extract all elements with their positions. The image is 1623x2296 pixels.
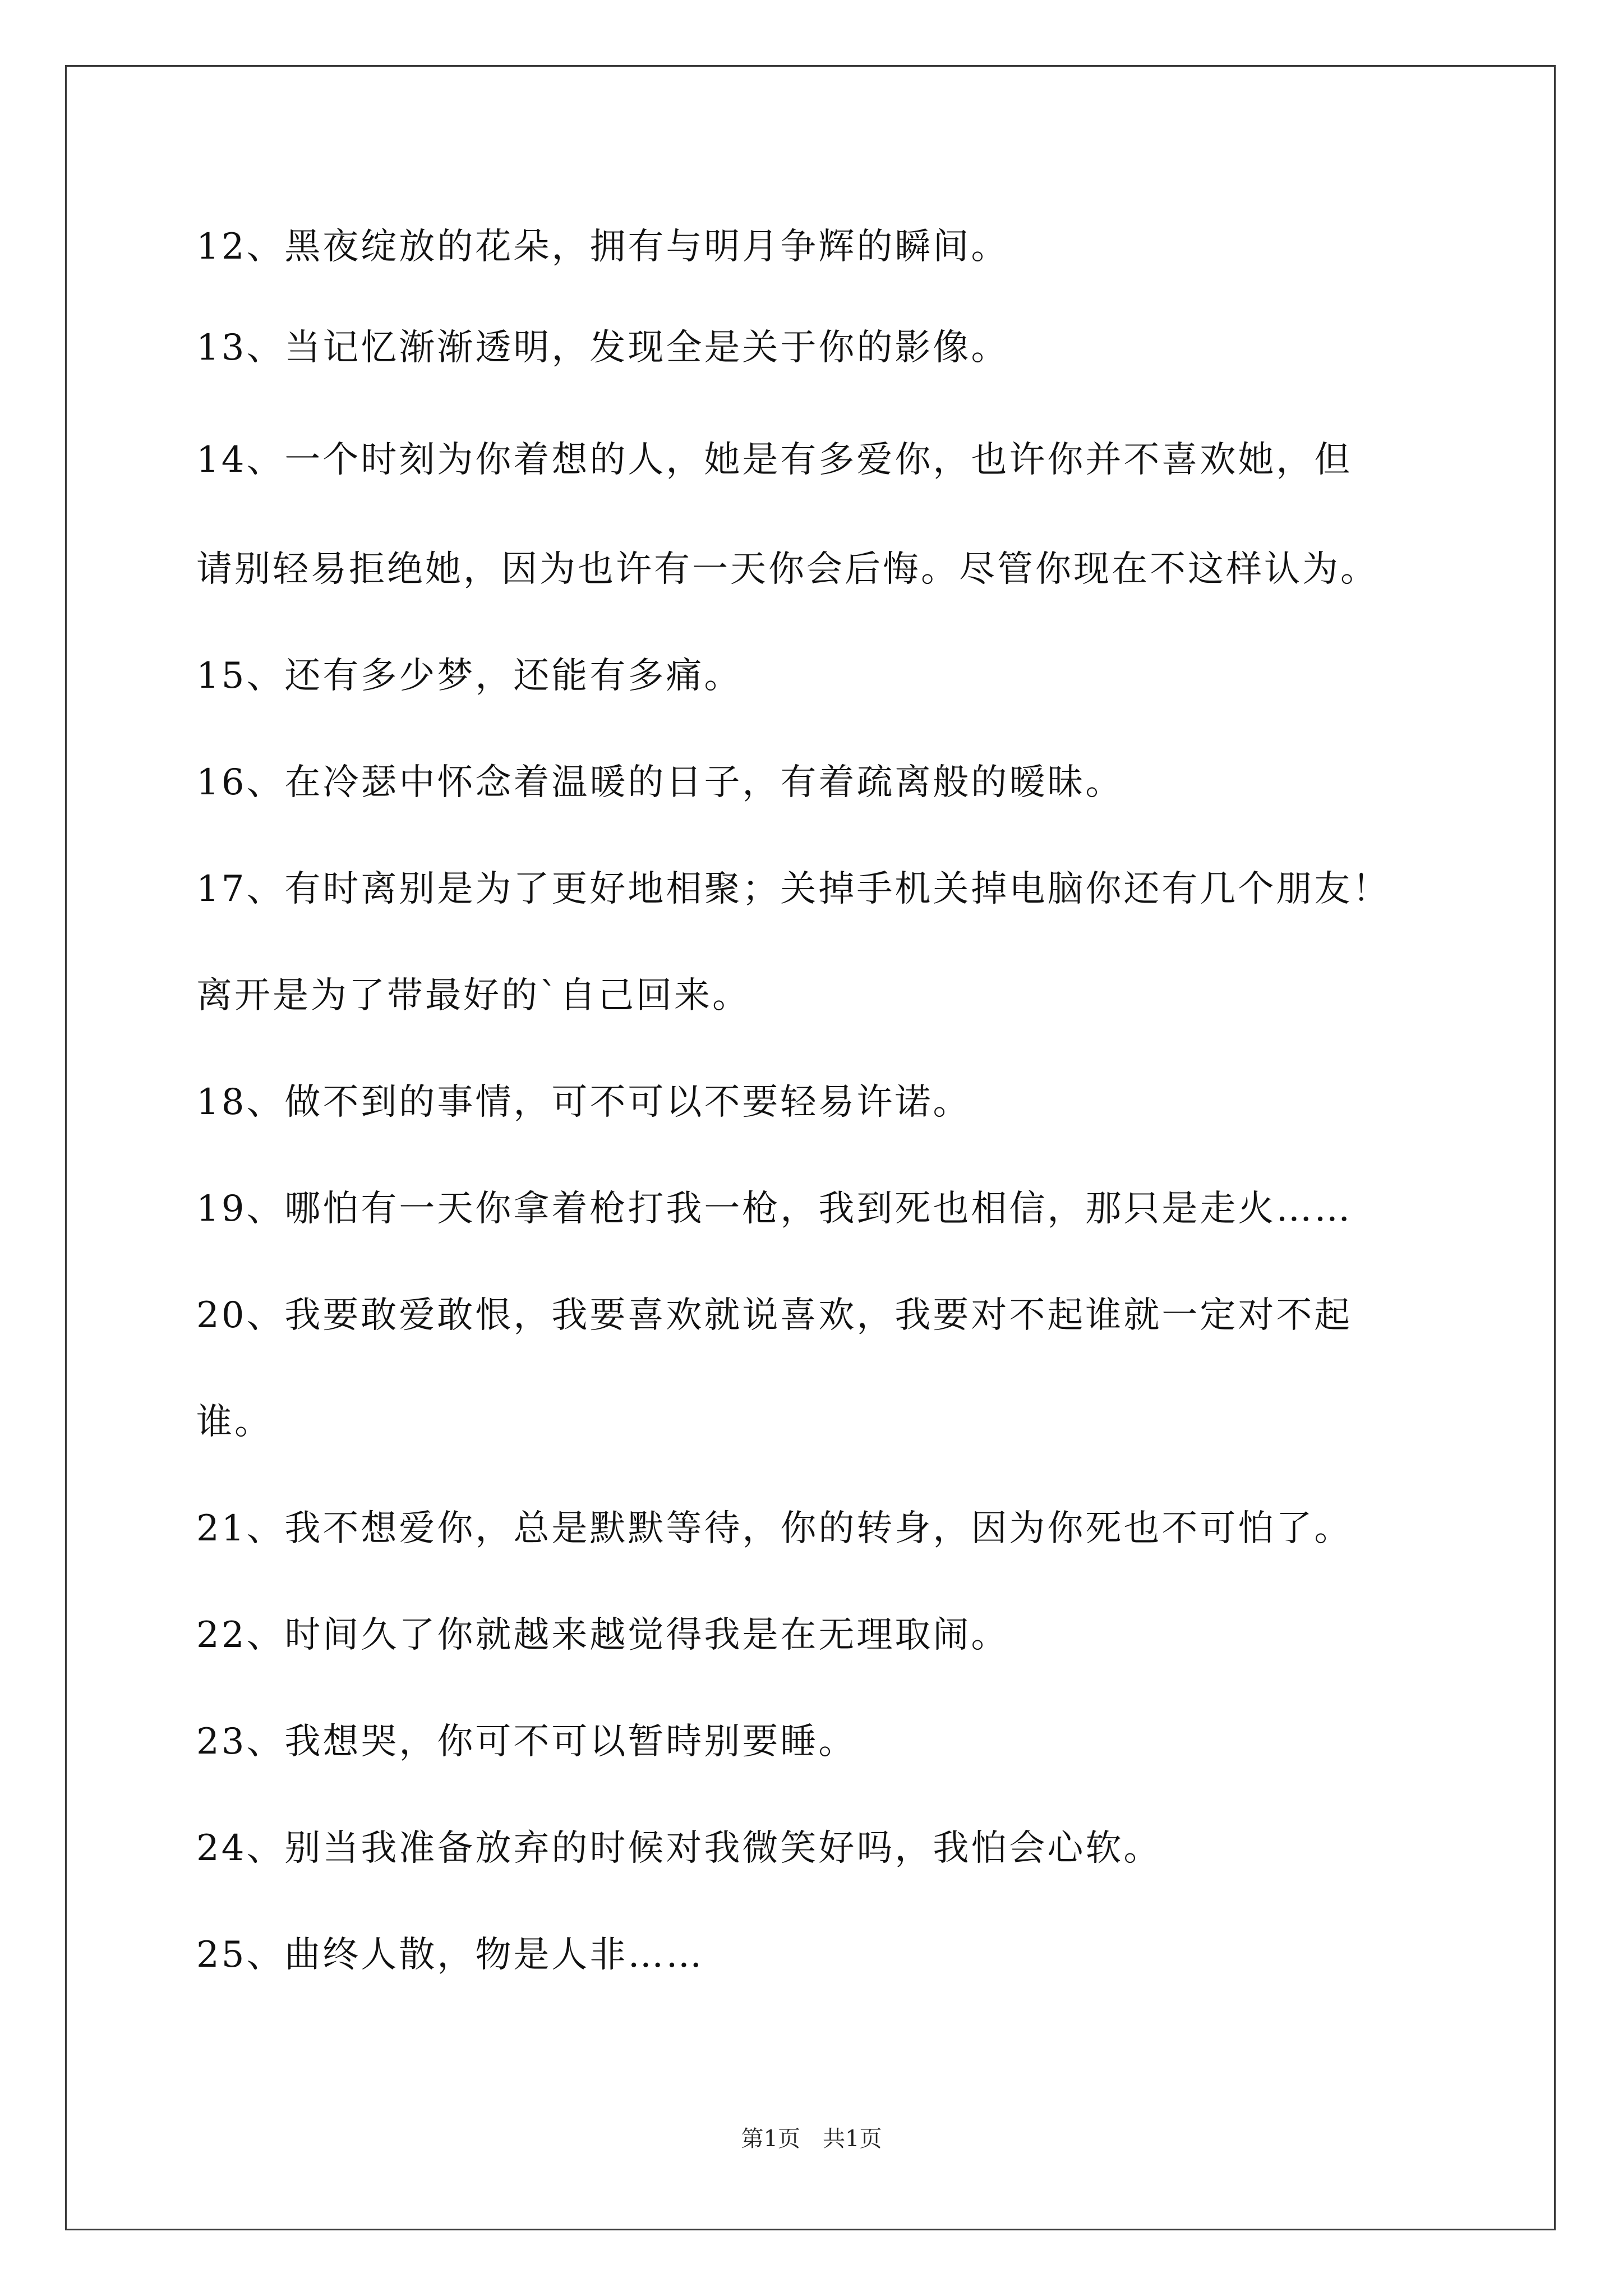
text-line: 14、一个时刻为你着想的人，她是有多爱你，也许你并不喜欢她，但 [196,439,1353,481]
text-line: 16、在冷瑟中怀念着温暖的日子，有着疏离般的暧昧。 [196,762,1124,803]
text-line: 19、哪怕有一天你拿着枪打我一枪，我到死也相信，那只是走火…… [196,1188,1353,1230]
text-line: 请别轻易拒绝她，因为也许有一天你会后悔。尽管你现在不这样认为。 [196,549,1378,590]
text-line: 23、我想哭，你可不可以暂時别要睡。 [196,1721,857,1763]
text-line: 谁。 [196,1401,273,1443]
page-footer: 第1页 共1页 [741,2126,882,2152]
text-line: 离开是为了带最好的`自己回来。 [196,975,750,1016]
text-line: 21、我不想爱你，总是默默等待，你的转身，因为你死也不可怕了。 [196,1508,1353,1549]
text-line: 24、别当我准备放弃的时候对我微笑好吗，我怕会心软。 [196,1828,1162,1869]
text-line: 12、黑夜绽放的花朵，拥有与明月争辉的瞬间。 [196,226,1009,268]
page-border [65,65,1556,2230]
text-line: 22、时间久了你就越来越觉得我是在无理取闹。 [196,1614,1009,1656]
text-line: 17、有时离别是为了更好地相聚；关掉手机关掉电脑你还有几个朋友！ [196,868,1391,910]
text-line: 25、曲终人散，物是人非…… [196,1934,704,1976]
text-line: 18、做不到的事情，可不可以不要轻易许诺。 [196,1082,971,1123]
text-line: 15、还有多少梦，还能有多痛。 [196,655,743,697]
text-line: 20、我要敢爱敢恨，我要喜欢就说喜欢，我要对不起谁就一定对不起 [196,1295,1353,1336]
text-line: 13、当记忆渐渐透明，发现全是关于你的影像。 [196,327,1009,369]
